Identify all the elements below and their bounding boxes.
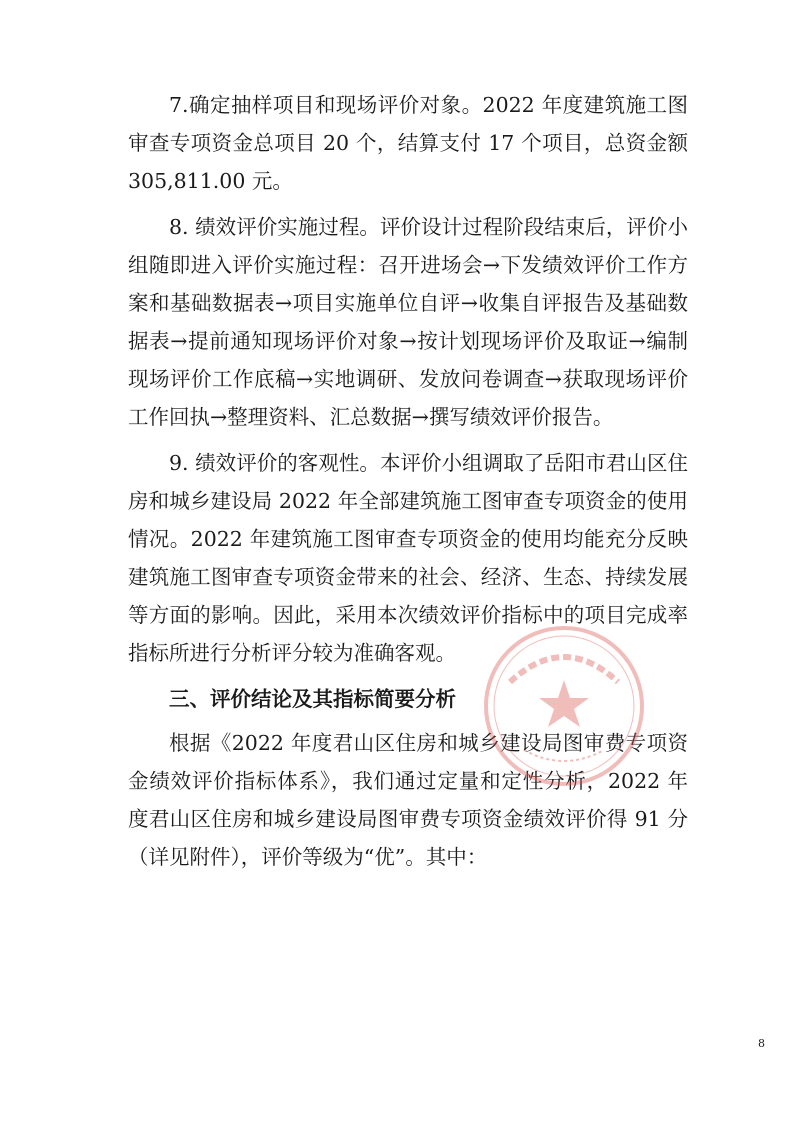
section-heading: 三、评价结论及其指标简要分析 [169,687,456,711]
official-seal-icon [480,622,648,790]
closing-paragraph: 根据《2022 年度君山区住房和城乡建设局图审费专项资金绩效评价指标体系》，我们通过定量和定性分析，2022 年度君山区住房和城乡建设局图审费专项资金绩效评价得 91 分（详见附件），评价等级为“优”。其中： [128,731,688,869]
paragraph-8: 8. 绩效评价实施过程。评价设计过程阶段结束后，评价小组随即进入评价实施过程：召开进场会→下发绩效评价工作方案和基础数据表→项目实施单位自评→收集自评报告及基础数据表→提前通知现场评价对象→按计划现场评价及取证→编制现场评价工作底稿→实地调研、发放问卷调查→获取现场评价工作回执→整理资料、汇总数据→撰写绩效评价报告。 [128,215,688,429]
paragraph-7: 7.确定抽样项目和现场评价对象。2022 年度建筑施工图审查专项资金总项目 20 个，结算支付 17 个项目，总资金额 305,811.00 元。 [128,93,688,193]
paragraph-9: 9. 绩效评价的客观性。本评价小组调取了岳阳市君山区住房和城乡建设局 2022 年全部建筑施工图审查专项资金的使用情况。2022 年建筑施工图审查专项资金的使用均能充分反映建筑施工图审查专项资金带来的社会、经济、生态、持续发展等方面的影响。因此，采用本次绩效评价指标中的项目完成率指标所进行分析评分较为准确客观。 [128,451,688,665]
page-number: 8 [758,1037,765,1050]
